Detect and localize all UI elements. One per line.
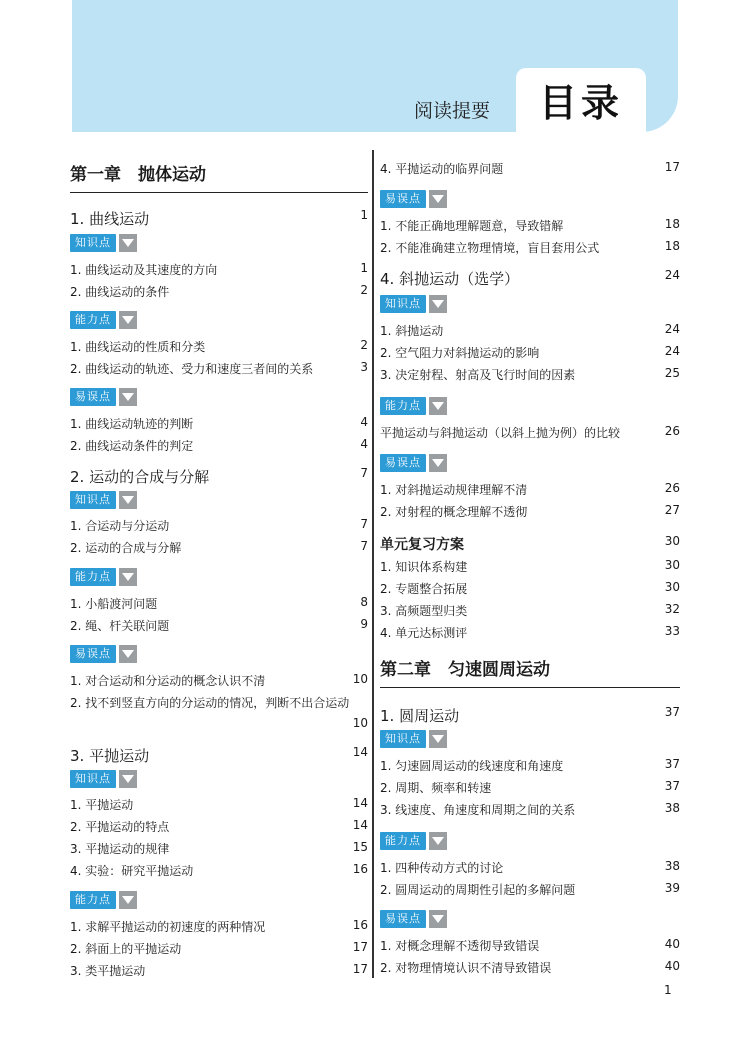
page-ref: 7 [360, 466, 368, 480]
tag-label: 能力点 [70, 311, 116, 329]
chapter-title: 第二章 匀速圆周运动 [380, 660, 550, 680]
tag-label: 能力点 [70, 568, 116, 586]
section-title: 4. 斜抛运动（选学） [380, 270, 520, 288]
entry-label: 2. 平抛运动的特点 [70, 820, 170, 834]
page-ref: 14 [352, 745, 368, 759]
entry-label: 3. 平抛运动的规律 [70, 842, 170, 856]
page-ref: 37 [664, 779, 680, 793]
triangle-down-icon [429, 295, 447, 313]
page-ref: 1 [360, 261, 368, 275]
knowledge-tag [70, 770, 137, 788]
tag-label: 易误点 [380, 454, 426, 472]
triangle-down-icon [119, 891, 137, 909]
page-ref: 17 [664, 160, 680, 174]
page-ref: 27 [664, 503, 680, 517]
page-ref: 40 [664, 959, 680, 973]
entry-label: 2. 曲线运动的条件 [70, 285, 170, 299]
page-ref: 15 [352, 840, 368, 854]
tag-label: 易误点 [70, 388, 116, 406]
page-ref: 40 [664, 937, 680, 951]
page-ref: 33 [664, 624, 680, 638]
entry-label: 2. 对物理情境认识不清导致错误 [380, 961, 552, 975]
entry-label: 3. 线速度、角速度和周期之间的关系 [380, 803, 576, 817]
entry-label: 1. 不能正确地理解题意，导致错解 [380, 219, 564, 233]
page-ref: 16 [352, 862, 368, 876]
page-subtitle: 阅读提要 [414, 100, 491, 122]
page-ref: 10 [352, 716, 368, 730]
page-ref: 37 [664, 705, 680, 719]
triangle-down-icon [119, 388, 137, 406]
ability-tag [380, 397, 447, 415]
tag-label: 知识点 [380, 730, 426, 748]
tag-label: 知识点 [70, 770, 116, 788]
tag-label: 能力点 [70, 891, 116, 909]
entry-label: 2. 找不到竖直方向的分运动的情况，判断不出合运动 [70, 696, 350, 710]
page-ref: 18 [664, 217, 680, 231]
entry-label: 2. 空气阻力对斜抛运动的影响 [380, 346, 540, 360]
page-ref: 14 [352, 796, 368, 810]
page-ref: 3 [360, 360, 368, 374]
page-ref: 38 [664, 859, 680, 873]
page-ref: 37 [664, 757, 680, 771]
page-ref: 9 [360, 617, 368, 631]
page-ref: 30 [664, 580, 680, 594]
triangle-down-icon [429, 730, 447, 748]
entry-label: 2. 曲线运动的轨迹、受力和速度三者间的关系 [70, 362, 314, 376]
entry-label: 2. 圆周运动的周期性引起的多解问题 [380, 883, 576, 897]
triangle-down-icon [429, 397, 447, 415]
triangle-down-icon [119, 311, 137, 329]
entry-label: 2. 曲线运动条件的判定 [70, 439, 194, 453]
page-ref: 17 [352, 962, 368, 976]
tag-label: 知识点 [380, 295, 426, 313]
page-number: 1 [664, 983, 672, 997]
entry-label: 4. 平抛运动的临界问题 [380, 162, 504, 176]
triangle-down-icon [119, 645, 137, 663]
knowledge-tag [380, 295, 447, 313]
error-tag [380, 454, 447, 472]
page-ref: 32 [664, 602, 680, 616]
tag-label: 易误点 [380, 190, 426, 208]
page-ref: 24 [664, 268, 680, 282]
entry-label: 1. 知识体系构建 [380, 560, 468, 574]
triangle-down-icon [119, 234, 137, 252]
page-ref: 14 [352, 818, 368, 832]
page-ref: 8 [360, 595, 368, 609]
page-ref: 7 [360, 517, 368, 531]
entry-label: 1. 斜抛运动 [380, 324, 444, 338]
page-ref: 16 [352, 918, 368, 932]
entry-label: 平抛运动与斜抛运动（以斜上抛为例）的比较 [380, 426, 621, 440]
entry-label: 1. 小船渡河问题 [70, 597, 158, 611]
ability-tag [70, 311, 137, 329]
triangle-down-icon [429, 454, 447, 472]
entry-label: 1. 合运动与分运动 [70, 519, 170, 533]
entry-label: 1. 对斜抛运动规律理解不清 [380, 483, 528, 497]
tag-label: 知识点 [70, 491, 116, 509]
knowledge-tag [70, 234, 137, 252]
entry-label: 3. 决定射程、射高及飞行时间的因素 [380, 368, 576, 382]
page-ref: 38 [664, 801, 680, 815]
page-ref: 4 [360, 437, 368, 451]
knowledge-tag [380, 730, 447, 748]
knowledge-tag [70, 491, 137, 509]
chapter-rule [380, 687, 680, 688]
error-tag [380, 910, 447, 928]
ability-tag [380, 832, 447, 850]
entry-label: 1. 对合运动和分运动的概念认识不清 [70, 674, 266, 688]
page-ref: 1 [360, 208, 368, 222]
section-title: 1. 曲线运动 [70, 210, 150, 228]
page-ref: 25 [664, 366, 680, 380]
tag-label: 能力点 [380, 397, 426, 415]
error-tag [70, 645, 137, 663]
entry-label: 1. 匀速圆周运动的线速度和角速度 [380, 759, 564, 773]
entry-label: 3. 高频题型归类 [380, 604, 468, 618]
page-ref: 39 [664, 881, 680, 895]
error-tag [70, 388, 137, 406]
entry-label: 2. 对射程的概念理解不透彻 [380, 505, 528, 519]
entry-label: 2. 绳、杆关联问题 [70, 619, 170, 633]
tag-label: 易误点 [70, 645, 116, 663]
entry-label: 2. 不能准确建立物理情境，盲目套用公式 [380, 241, 600, 255]
page-ref: 2 [360, 283, 368, 297]
entry-label: 2. 周期、频率和转速 [380, 781, 492, 795]
tag-label: 能力点 [380, 832, 426, 850]
unit-title: 单元复习方案 [380, 537, 464, 553]
triangle-down-icon [119, 770, 137, 788]
entry-label: 1. 求解平抛运动的初速度的两种情况 [70, 920, 266, 934]
section-title: 3. 平抛运动 [70, 747, 150, 765]
page-ref: 30 [664, 534, 680, 548]
entry-label: 2. 运动的合成与分解 [70, 541, 182, 555]
ability-tag [70, 568, 137, 586]
entry-label: 1. 对概念理解不透彻导致错误 [380, 939, 540, 953]
column-divider [372, 150, 374, 978]
entry-label: 3. 类平抛运动 [70, 964, 146, 978]
page-ref: 26 [664, 481, 680, 495]
page-ref: 7 [360, 539, 368, 553]
error-tag [380, 190, 447, 208]
triangle-down-icon [429, 190, 447, 208]
entry-label: 1. 曲线运动轨迹的判断 [70, 417, 194, 431]
triangle-down-icon [429, 832, 447, 850]
triangle-down-icon [429, 910, 447, 928]
section-title: 2. 运动的合成与分解 [70, 468, 210, 486]
page-ref: 26 [664, 424, 680, 438]
page-ref: 17 [352, 940, 368, 954]
section-title: 1. 圆周运动 [380, 707, 460, 725]
page-ref: 18 [664, 239, 680, 253]
entry-label: 1. 曲线运动及其速度的方向 [70, 263, 218, 277]
page-ref: 30 [664, 558, 680, 572]
entry-label: 1. 曲线运动的性质和分类 [70, 340, 206, 354]
entry-label: 2. 专题整合拓展 [380, 582, 468, 596]
page-title: 目录 [538, 81, 623, 125]
chapter-title: 第一章 抛体运动 [70, 165, 206, 185]
page-ref: 24 [664, 322, 680, 336]
triangle-down-icon [119, 568, 137, 586]
ability-tag [70, 891, 137, 909]
entry-label: 2. 斜面上的平抛运动 [70, 942, 182, 956]
entry-label: 1. 四种传动方式的讨论 [380, 861, 504, 875]
entry-label: 4. 实验：研究平抛运动 [70, 864, 194, 878]
page-ref: 10 [352, 672, 368, 686]
page-ref: 2 [360, 338, 368, 352]
tag-label: 易误点 [380, 910, 426, 928]
chapter-rule [70, 192, 368, 193]
page-ref: 24 [664, 344, 680, 358]
tag-label: 知识点 [70, 234, 116, 252]
triangle-down-icon [119, 491, 137, 509]
entry-label: 4. 单元达标测评 [380, 626, 468, 640]
entry-label: 1. 平抛运动 [70, 798, 134, 812]
page-ref: 4 [360, 415, 368, 429]
